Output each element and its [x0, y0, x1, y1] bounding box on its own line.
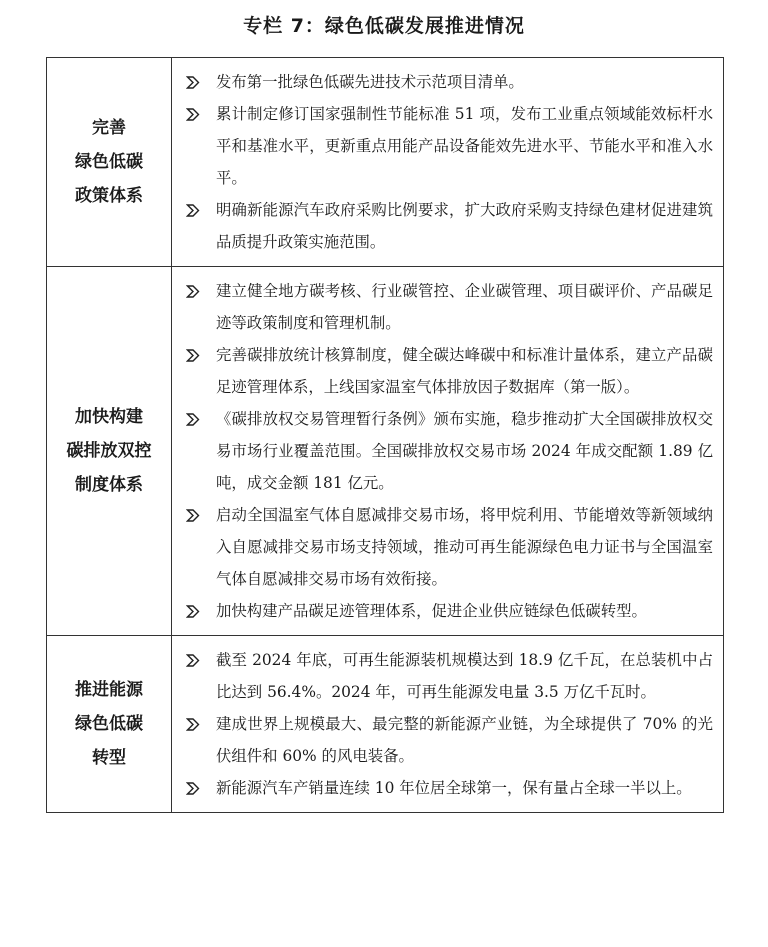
items-cell [172, 267, 724, 636]
outline-arrow-right-icon [186, 499, 210, 531]
list-item [186, 499, 713, 595]
outline-arrow-right-icon [186, 194, 210, 226]
table-body [47, 58, 724, 813]
outline-arrow-right-icon [186, 66, 210, 98]
list-item [186, 194, 713, 258]
item-text: 建立健全地方碳考核、行业碳管控、企业碳管理、项目碳评价、产品碳足迹等政策制度和管理机制。 [216, 282, 713, 332]
outline-arrow-right-icon [186, 403, 210, 435]
list-item [186, 275, 713, 339]
item-text: 发布第一批绿色低碳先进技术示范项目清单。 [216, 73, 524, 91]
outline-arrow-right-icon [186, 339, 210, 371]
outline-arrow-right-icon [186, 772, 210, 804]
items-cell [172, 58, 724, 267]
outline-arrow-right-icon [186, 644, 210, 676]
outline-arrow-right-icon [186, 708, 210, 740]
items-cell [172, 636, 724, 813]
list-item [186, 66, 713, 98]
category-label: 加快构建 碳排放双控 制度体系 [66, 407, 152, 495]
outline-arrow-right-icon [186, 595, 210, 627]
item-text: 完善碳排放统计核算制度，健全碳达峰碳中和标准计量体系，建立产品碳足迹管理体系，上线国家温室气体排放因子数据库（第一版）。 [216, 346, 713, 396]
section-row [47, 58, 724, 267]
item-text: 启动全国温室气体自愿减排交易市场，将甲烷利用、节能增效等新领域纳入自愿减排交易市场支持领域，推动可再生能源绿色电力证书与全国温室气体自愿减排交易市场有效衔接。 [216, 506, 713, 588]
item-text: 加快构建产品碳足迹管理体系，促进企业供应链绿色低碳转型。 [216, 602, 647, 620]
list-item [186, 339, 713, 403]
item-text: 建成世界上规模最大、最完整的新能源产业链，为全球提供了 70% 的光伏组件和 60% 的风电装备。 [216, 715, 713, 765]
list-item [186, 772, 713, 804]
item-text: 累计制定修订国家强制性节能标准 51 项，发布工业重点领域能效标杆水平和基准水平，更新重点用能产品设备能效先进水平、节能水平和准入水平。 [216, 105, 713, 187]
section-row [47, 267, 724, 636]
category-cell [47, 267, 172, 636]
item-text: 新能源汽车产销量连续 10 年位居全球第一，保有量占全球一半以上。 [216, 779, 692, 797]
section-row [47, 636, 724, 813]
box-title: 专栏 7：绿色低碳发展推进情况 [243, 15, 525, 37]
item-text: 截至 2024 年底，可再生能源装机规模达到 18.9 亿千瓦，在总装机中占比达到 56.4%。2024 年，可再生能源发电量 3.5 万亿千瓦时。 [216, 651, 713, 701]
outline-arrow-right-icon [186, 98, 210, 130]
progress-table [46, 57, 724, 813]
list-item [186, 644, 713, 708]
list-item [186, 595, 713, 627]
item-text: 《碳排放权交易管理暂行条例》颁布实施，稳步推动扩大全国碳排放权交易市场行业覆盖范围。全国碳排放权交易市场 2024 年成交配额 1.89 亿吨，成交金额 181 亿元。 [216, 410, 713, 492]
category-label: 完善 绿色低碳 政策体系 [75, 118, 143, 206]
category-cell [47, 58, 172, 267]
category-label: 推进能源 绿色低碳 转型 [75, 680, 143, 768]
list-item [186, 403, 713, 499]
category-cell [47, 636, 172, 813]
list-item [186, 98, 713, 194]
list-item [186, 708, 713, 772]
item-text: 明确新能源汽车政府采购比例要求，扩大政府采购支持绿色建材促进建筑品质提升政策实施范围。 [216, 201, 713, 251]
outline-arrow-right-icon [186, 275, 210, 307]
